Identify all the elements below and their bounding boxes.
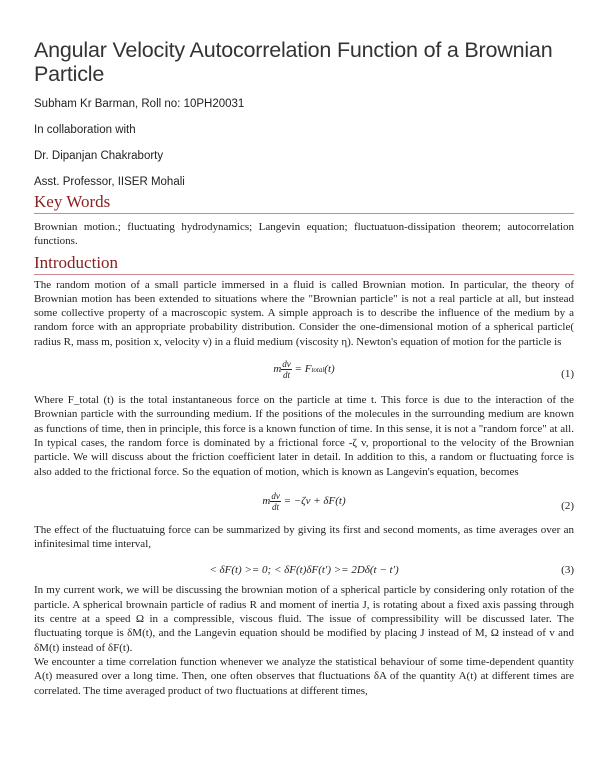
equation-3-number: (3) <box>561 564 574 577</box>
page <box>34 38 574 698</box>
keywords-text: Brownian motion.; fluctuating hydrodynamics; Langevin equation; fluctuatuon-dissipation theorem; autocorrelation functions. <box>34 221 574 248</box>
paragraph-current-work: In my current work, we will be discussing the brownian motion of a spherical particle by considering only rotation of the particle. A spherical brownain particle of radius R and moment of inertia J, is rotating about a fixed axis passing through its centre at a speed Ω in a compressible, viscous fluid. The issue of compressibility will be discussed later. The fluctuating torque is δM(t), and the Langevin equation should be modified by placing J instead of M, Ω instead of v and δM(t) instead of δF(t). <box>34 584 574 654</box>
paragraph-correlation: We encounter a time correlation function whenever we analyze the statistical behaviour of some time-dependent quantity A(t) measured over a long time. Then, one often observes that fluctuations δA of the quantity A(t) at different times are correlated. The time averaged product of two fluctuations at different times, <box>34 655 574 697</box>
collaboration-line: In collaboration with <box>34 124 136 136</box>
introduction-heading: Introduction <box>34 253 574 275</box>
equation-1-number: (1) <box>561 368 574 381</box>
equation-1 <box>34 357 574 389</box>
equation-2 <box>34 489 574 521</box>
author-line: Subham Kr Barman, Roll no: 10PH20031 <box>34 98 245 110</box>
equation-3-body: < δF(t) >= 0; < δF(t)δF(t′) >= 2Dδ(t − t′) <box>209 564 399 577</box>
equation-2-number: (2) <box>561 499 574 512</box>
paper-title: Angular Velocity Autocorrelation Function of a Brownian Particle <box>34 38 553 86</box>
paragraph-moments: The effect of the fluctuatuing force can be summarized by giving its first and second moments, as time averages over an infinitesimal time interval, <box>34 523 574 551</box>
equation-1-body: m $\frac{dv}{dt}$ = Ftotal(t) <box>273 359 335 381</box>
equation-3 <box>34 561 574 581</box>
supervisor-line: Dr. Dipanjan Chakraborty <box>34 150 164 162</box>
equation-2-body: m $\frac{dv}{dt}$ = −ζv + δF(t) <box>262 490 346 512</box>
paragraph-total-force: Where F_total (t) is the total instantaneous force on the particle at time t. This force is due to the interaction of the Brownian particle with the surrounding medium. If the positions of the molecules in the surrounding medium are known as functions of time, then in principle, this force is a known function of time. In this sense, it is not a "random force" at all. In typical cases, the random force is dominated by a frictional force -ζ v, proportional to the velocity of the Brownian particle. We will discuss about the friction coefficient later in detail. In addition to this, a random or fluctuating force is also added to the frictional force. So the equation of motion, which is known as Langevin's equation, becomes <box>34 394 574 478</box>
keywords-heading: Key Words <box>34 192 574 214</box>
position-line: Asst. Professor, IISER Mohali <box>34 176 185 188</box>
paragraph-intro: The random motion of a small particle immersed in a fluid is called Brownian motion. In particular, the theory of Brownian motion has been extended to situations where the "Brownian particle" is not a real particle at all, but instead some collective property of a macroscopic system. A simple approach is to describe the influence of the medium by a random force with an appropriate probability distribution. Consider the one-dimensional motion of a spherical particle( radius R, mass m, position x, velocity v) in a fluid medium (viscosity η). Newton's equation of motion for the particle is <box>34 278 574 348</box>
